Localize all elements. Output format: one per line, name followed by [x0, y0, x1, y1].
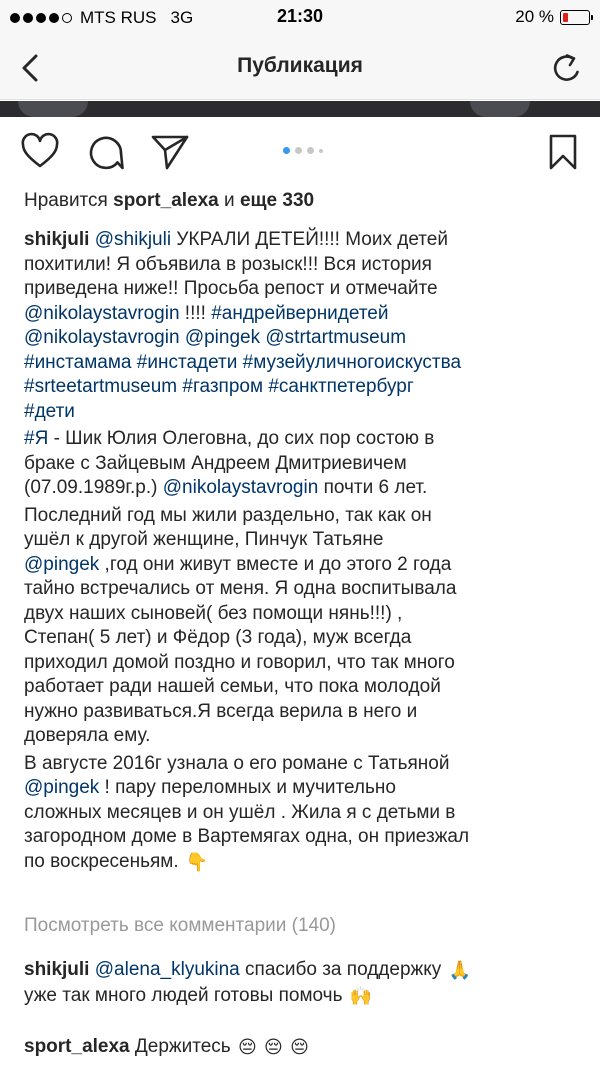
caption-author-username[interactable]: shikjuli [24, 229, 95, 250]
comment-username[interactable]: shikjuli [24, 959, 95, 980]
mention-link[interactable]: @shikjuli [94, 229, 172, 250]
text-run: двух наших сыновей( без помощи нянь!!!) , [24, 602, 403, 624]
text-line [24, 528, 584, 553]
text-line [24, 1034, 584, 1060]
text-run: работает ради нашей семьи, что пока молодой [24, 676, 441, 697]
text-run: приходил домой поздно и говорил, что так много [24, 651, 455, 673]
hashtag-link[interactable]: #санктпетербург [268, 376, 414, 397]
text-run: Степан( 5 лет) и Фёдор (3 года), муж всегда [24, 627, 412, 648]
pager-dot [283, 147, 290, 154]
text-run: тайно встречались от меня. Я одна воспитывала [24, 578, 457, 599]
text-run: УКРАЛИ ДЕТЕЙ!!!! Моих детей [171, 229, 448, 250]
text-line [24, 776, 584, 801]
mention-link[interactable]: @pingek [24, 777, 100, 798]
text-run: ушёл к другой женщине, Пинчук Татьяне [24, 529, 384, 550]
text-line [24, 476, 584, 501]
text-line [24, 825, 584, 850]
text-line [24, 351, 584, 376]
carrier-name: MTS RUS [80, 8, 157, 27]
text-run: нужно развиваться.Я всегда верила в него и [24, 700, 418, 722]
mention-link[interactable]: @alena_klyukina [94, 959, 240, 980]
hashtag-link[interactable]: #Я [24, 428, 49, 449]
hashtag-link[interactable]: #музейуличногоискуства [242, 351, 462, 373]
hashtag-link[interactable]: #инстамама [24, 351, 132, 373]
text-run: Держитесь [134, 1036, 236, 1057]
text-run: похитили! Я объявила в розыск!!! Вся история [24, 253, 432, 275]
text-run [257, 1036, 262, 1057]
nav-bar [0, 36, 600, 100]
text-line [24, 801, 584, 826]
text-line [24, 752, 584, 777]
likes-count[interactable]: еще 330 [239, 190, 315, 211]
comment-icon[interactable] [86, 132, 126, 172]
text-line [24, 452, 584, 477]
liker-username[interactable]: sport_alexa [113, 190, 219, 211]
text-line [24, 375, 584, 400]
caption-paragraph [24, 504, 584, 749]
view-all-comments-link[interactable]: Посмотреть все комментарии (140) [24, 915, 337, 936]
text-line [24, 577, 584, 602]
bookmark-icon[interactable] [543, 132, 583, 172]
text-run: браке с Зайцевым Андреем Дмитриевичем [24, 452, 407, 474]
pager-dot [319, 149, 323, 153]
text-run: Последний год мы жили раздельно, так как он [24, 504, 432, 526]
mention-link[interactable]: @nikolaystavrogin [24, 327, 180, 348]
text-run: почти 6 лет. [318, 477, 428, 498]
battery-icon [560, 10, 590, 25]
text-line [24, 553, 584, 578]
mention-link[interactable]: @nikolaystavrogin [24, 302, 180, 324]
mention-link[interactable]: @nikolaystavrogin [162, 477, 319, 498]
text-run: ,год они живут вместе и до этого 2 года [99, 553, 452, 575]
post-actions [0, 130, 600, 176]
hashtag-link[interactable]: #srteetartmuseum [24, 376, 178, 397]
text-run: по воскресеньям. [24, 850, 184, 872]
likes-summary[interactable]: Нравится sport_alexa и еще 330 [24, 190, 315, 211]
hashtag-link[interactable]: #инстадети [136, 351, 238, 373]
text-line [24, 724, 584, 749]
emoji: 🙌 [349, 986, 373, 1006]
post-caption [24, 228, 584, 874]
network-type: 3G [170, 8, 194, 27]
share-send-icon[interactable] [150, 132, 190, 172]
text-run: приведена ниже!! Просьба репост и отмечайте [24, 278, 438, 299]
post-photo[interactable] [0, 101, 600, 117]
text-line [24, 850, 584, 875]
status-bar [0, 0, 600, 36]
mention-link[interactable]: @strtartmuseum [265, 327, 407, 348]
text-line [24, 983, 584, 1009]
emoji: 🙏 [448, 960, 471, 980]
text-line [24, 326, 584, 351]
text-line [24, 302, 584, 327]
text-line [24, 277, 584, 302]
text-line [24, 651, 584, 676]
battery-percent: 20 % [515, 7, 554, 26]
caption-paragraph [24, 427, 584, 501]
text-line [24, 253, 584, 278]
text-line [24, 626, 584, 651]
text-run: В августе 2016г узнала о его романе с Татьяной [24, 752, 450, 774]
emoji: 👇 [185, 851, 209, 872]
text-line [24, 504, 584, 529]
text-run: - Шик Юлия Олеговна, до сих пор состою в [48, 428, 435, 449]
text-run: уже так много людей готовы помочь [24, 985, 348, 1006]
comment-item [24, 957, 584, 1009]
text-line [24, 400, 584, 425]
text-line [24, 427, 584, 452]
text-run: (07.09.1989г.р.) [24, 477, 163, 498]
comment-item [24, 1034, 584, 1060]
text-line [24, 675, 584, 700]
hashtag-link[interactable]: #андрейвернидетей [211, 302, 389, 324]
text-line [24, 957, 584, 983]
carousel-page-indicator [283, 147, 323, 154]
text-line [24, 602, 584, 627]
refresh-icon[interactable] [550, 50, 584, 86]
hashtag-link[interactable]: #газпром [182, 376, 264, 397]
like-heart-icon[interactable] [20, 132, 60, 172]
text-run: спасибо за поддержку [239, 959, 447, 980]
mention-link[interactable]: @pingek [184, 327, 261, 348]
emoji: 😔 [290, 1037, 309, 1057]
emoji: 😔 [264, 1037, 283, 1057]
clock: 21:30 [276, 6, 324, 26]
comment-username[interactable]: sport_alexa [24, 1036, 135, 1057]
text-run [283, 1036, 288, 1057]
text-line [24, 700, 584, 725]
text-run: ! пару переломных и мучительно [99, 777, 396, 798]
caption-paragraph [24, 752, 584, 875]
pager-dot [295, 147, 302, 154]
pager-dot [307, 147, 314, 154]
emoji: 😔 [237, 1037, 257, 1057]
text-run: доверяла ему. [24, 725, 151, 746]
text-line [24, 228, 584, 253]
hashtag-link[interactable]: #дети [24, 400, 75, 422]
mention-link[interactable]: @pingek [24, 553, 100, 575]
text-run: загородном доме в Вартемягах одна, он приезжал [24, 826, 470, 847]
text-run: сложных месяцев и он ушёл . Жила я с детьми в [24, 801, 456, 823]
text-run: !!!! [179, 302, 212, 324]
page-title: Публикация [237, 54, 363, 77]
